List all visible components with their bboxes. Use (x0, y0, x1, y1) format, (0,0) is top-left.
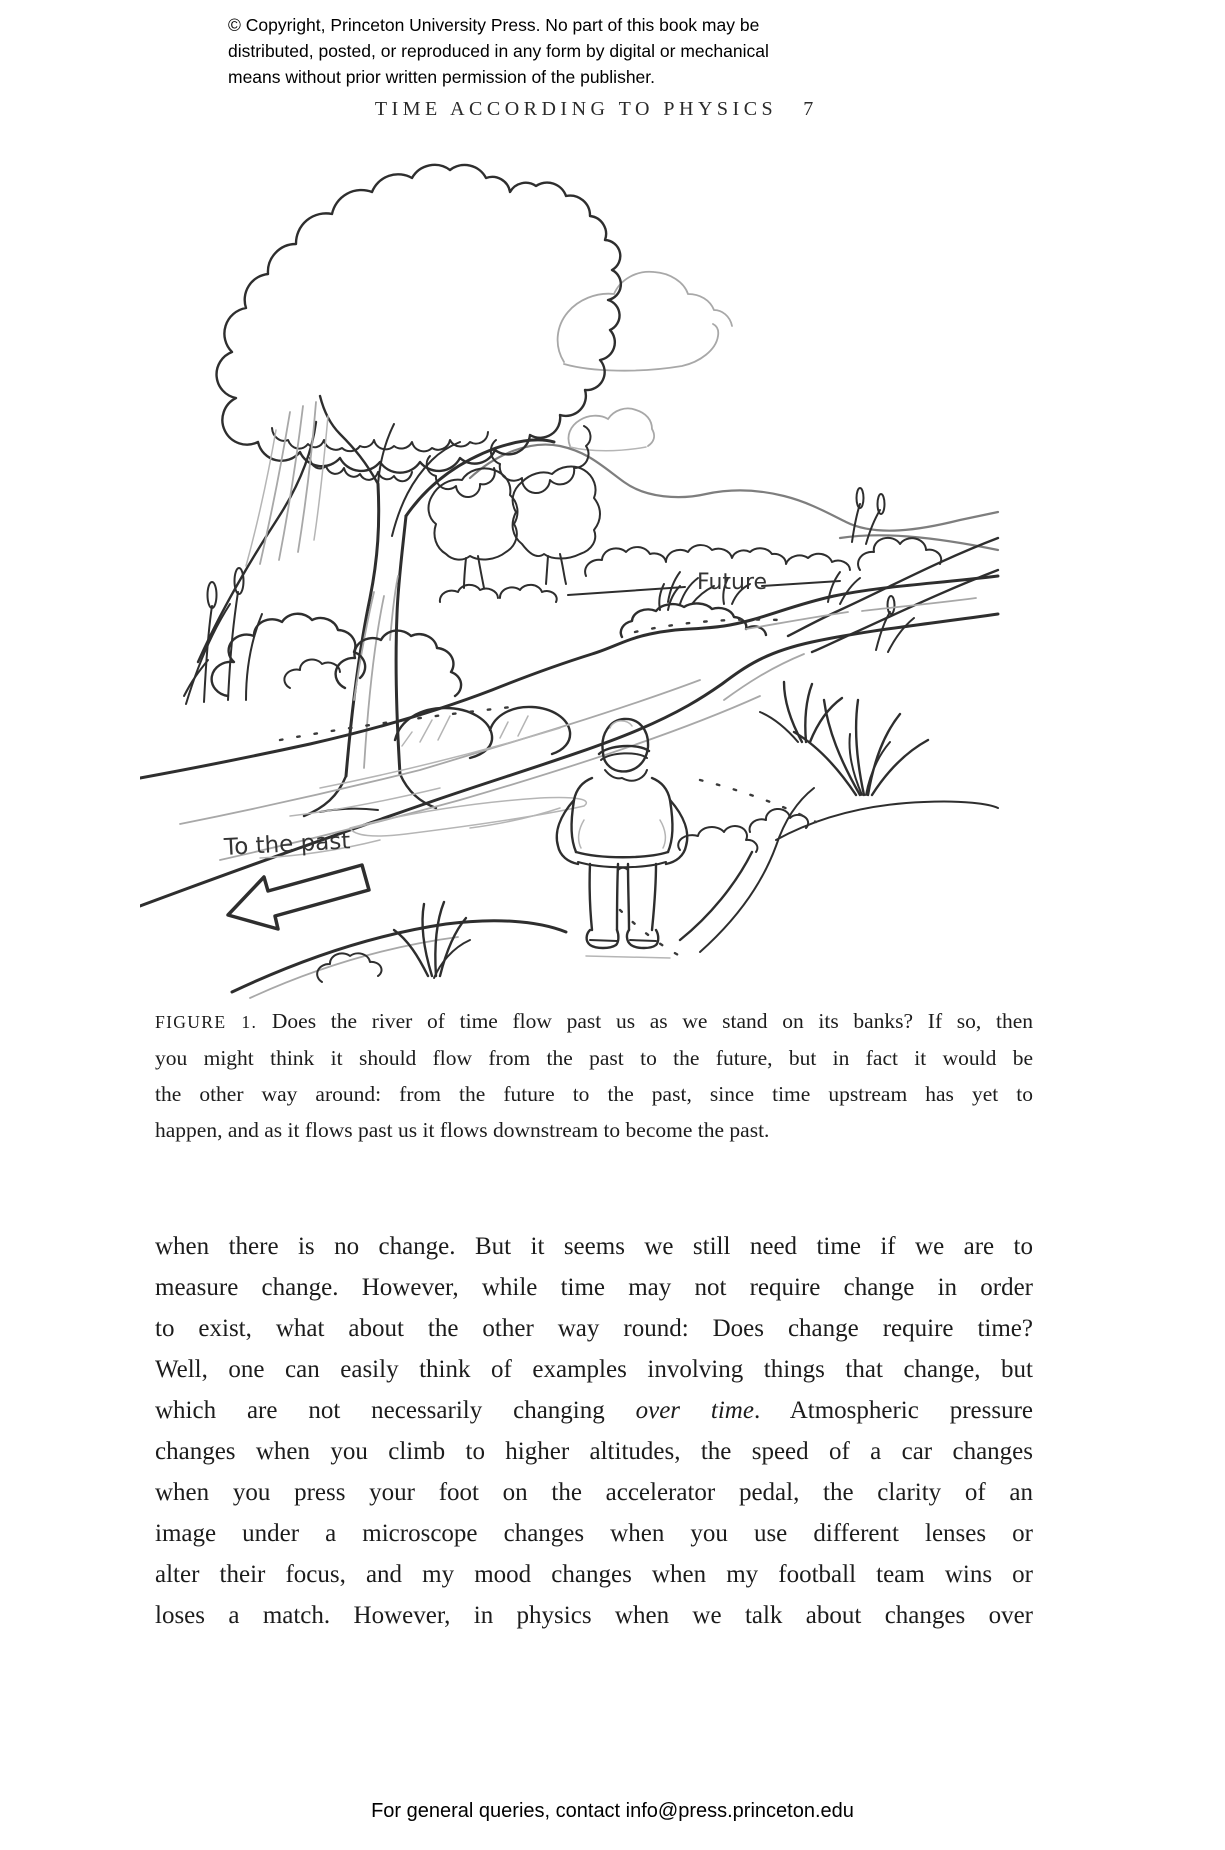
text-line: when there is no change. But it seems we still need time if we are to (155, 1233, 1033, 1260)
copyright-line: means without prior written permission of the publisher. (228, 67, 656, 87)
copyright-line: © Copyright, Princeton University Press. No part of this book may be (228, 15, 760, 35)
left-bank (184, 402, 570, 758)
torso (572, 778, 592, 852)
text-line: changes when you climb to higher altitudes, the speed of a car changes (155, 1438, 1033, 1465)
running-head-title: TIME ACCORDING TO PHYSICS (374, 98, 778, 120)
page-number: 7 (803, 98, 814, 120)
arm (666, 800, 687, 864)
bush-mound (678, 826, 757, 852)
text-line: alter their focus, and my mood changes when my football team wins or (155, 1561, 1033, 1588)
clouds (558, 272, 732, 451)
future-pointer-line (568, 587, 685, 595)
text-line: when you press your foot on the accelerator pedal, the clarity of an (155, 1479, 1033, 1506)
copyright-notice (228, 12, 868, 90)
canopy-fringe (272, 428, 488, 451)
sandbar-cattails (876, 596, 914, 652)
past-label: To the past (223, 828, 351, 861)
flow-line (180, 680, 700, 824)
text-line: to exist, what about the other way round: Does change require time? (155, 1315, 1033, 1342)
bush (212, 614, 366, 696)
far-bank (140, 576, 998, 778)
text-line: loses a match. However, in physics when we talk about changes over (155, 1602, 1033, 1629)
text-line: image under a microscope changes when you use different lenses or (155, 1520, 1033, 1547)
copyright-line: distributed, posted, or reproduced in any form by digital or mechanical (228, 41, 769, 61)
text-line: Well, one can easily think of examples involving things that change, but (155, 1356, 1033, 1383)
arm (557, 800, 578, 864)
mountains (470, 445, 998, 550)
future-label: Future (697, 570, 768, 595)
shoe (587, 930, 619, 948)
footer-contact: For general queries, contact info@press.princeton.edu (371, 1800, 854, 1822)
text-line: which are not necessarily changing over time. Atmospheric pressure (155, 1397, 1034, 1424)
text-line: you might think it should flow from the past to the future, but in fact it would be (155, 1046, 1033, 1070)
running-head (155, 98, 1033, 121)
grass-tuft (394, 902, 470, 978)
text-line: happen, and as it flows past us it flows downstream to become the past. (155, 1118, 770, 1142)
legs (590, 864, 592, 930)
grass-clump (760, 682, 842, 742)
text-line: measure change. However, while time may not require change in order (155, 1274, 1033, 1301)
body-text (155, 1226, 1033, 1636)
figure-caption (155, 1003, 1033, 1148)
grass-clump (794, 700, 928, 795)
shoe (627, 930, 658, 948)
bottom-shore (232, 852, 752, 998)
right-foreground (620, 682, 998, 956)
trail-edge (700, 788, 814, 952)
person-figure (557, 719, 687, 958)
tree-canopy (217, 165, 621, 473)
leaf-cluster (491, 426, 591, 493)
river-of-time-illustration (140, 140, 1000, 1000)
past-direction-arrow (228, 865, 369, 929)
sandbar (621, 603, 766, 637)
text-line: FIGURE 1. Does the river of time flow past us as we stand on its banks? If so, then (155, 1009, 1033, 1033)
text-line: the other way around: from the future to the past, since time upstream has yet to (155, 1082, 1033, 1106)
labels (222, 570, 840, 929)
